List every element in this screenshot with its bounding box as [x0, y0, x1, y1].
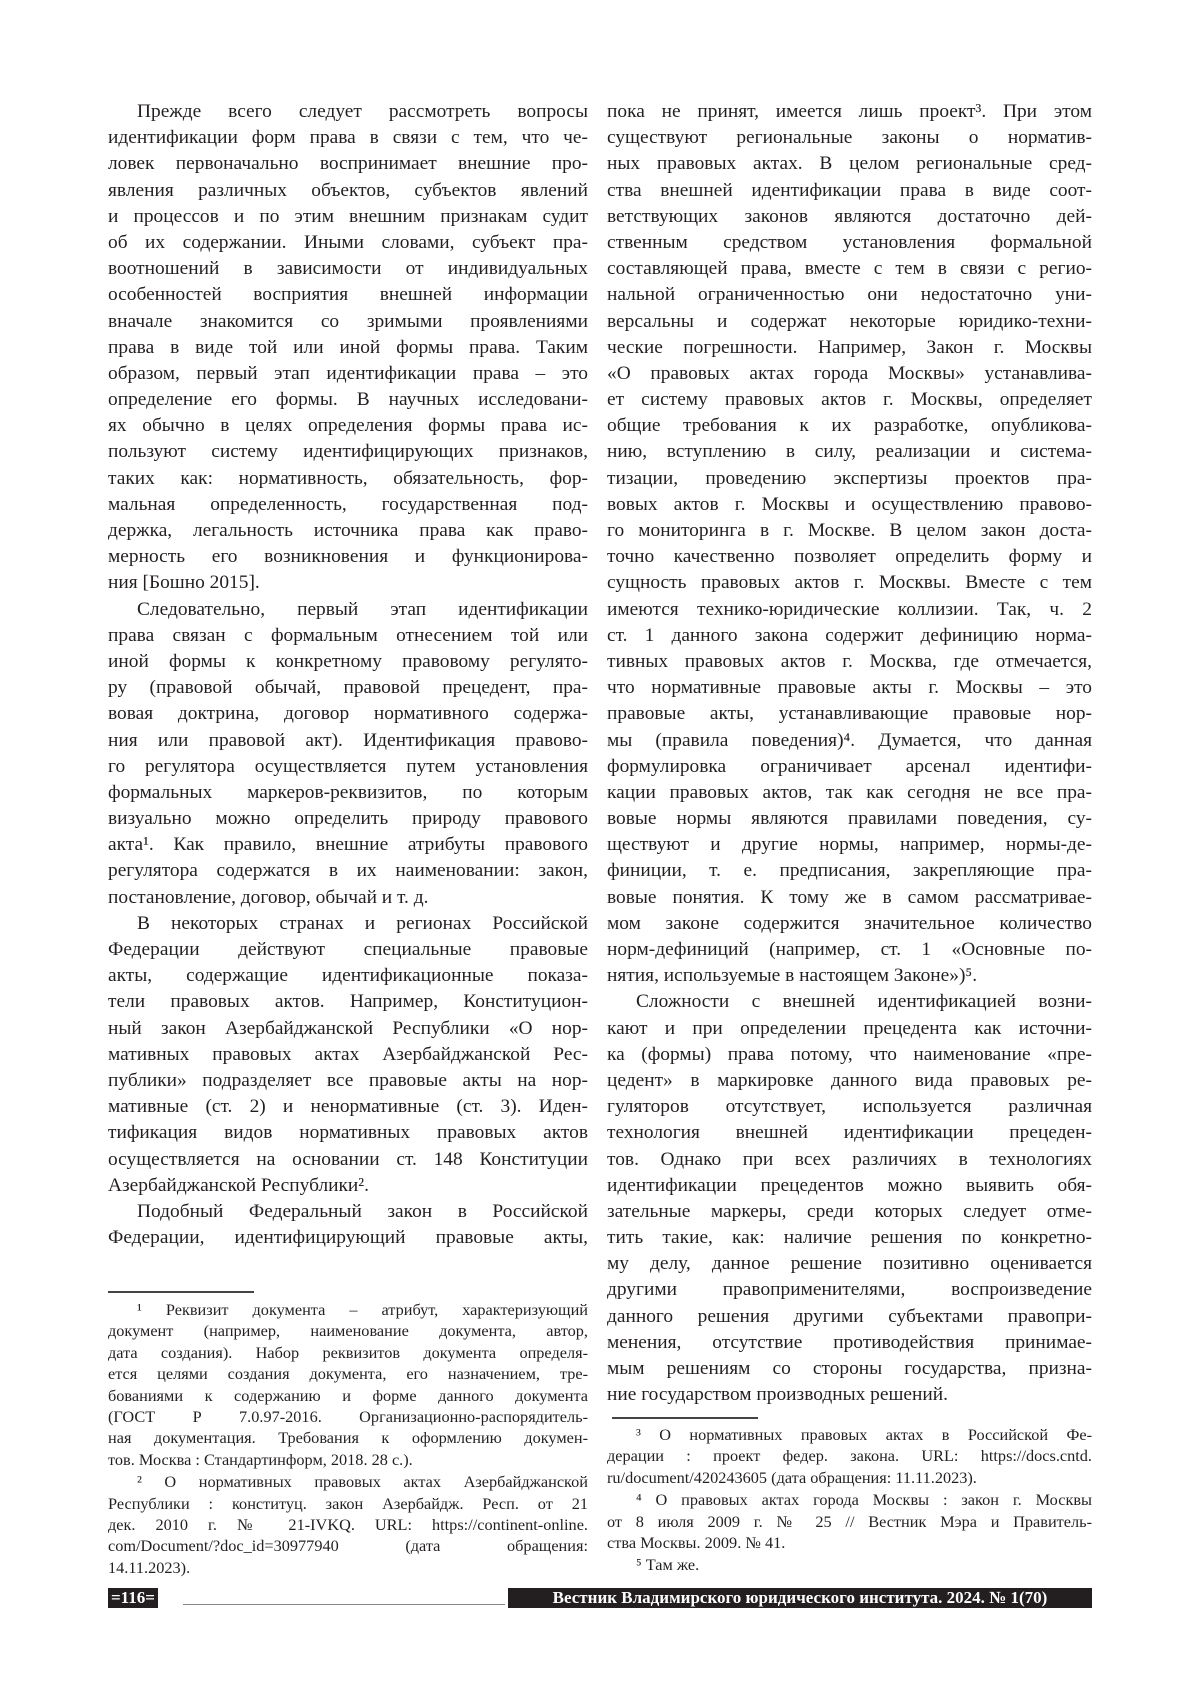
right-column-body: [607, 99, 1092, 1408]
text-line: тивных правовых актов г. Москва, где отмечается,: [607, 649, 1092, 675]
text-line: существуют региональные законы о норматив-: [607, 125, 1092, 151]
footnotes-left: [108, 1299, 588, 1579]
text-line: мативных правовых актах Азербайджанской Рес-: [108, 1042, 588, 1068]
text-line: визуально можно определить природу правового: [108, 806, 588, 832]
text-line: мальная определенность, государственная под-: [108, 492, 588, 518]
text-line: нятия, используемые в настоящем Законе»)⁵.: [607, 963, 1092, 989]
text-line: Следовательно, первый этап идентификации: [108, 597, 588, 623]
text-line: кают и при определении прецедента как источни-: [607, 1016, 1092, 1042]
text-line: другими правоприменителями, воспроизведение: [607, 1277, 1092, 1303]
text-line: норм-дефиниций (например, ст. 1 «Основные по-: [607, 937, 1092, 963]
text-line: зательные маркеры, среди которых следует отме-: [607, 1199, 1092, 1225]
text-line: ветствующих законов являются достаточно дей-: [607, 204, 1092, 230]
text-line: тификация видов нормативных правовых актов: [108, 1120, 588, 1146]
footnote-line: дек. 2010 г. № 21-IVKQ. URL: https://continent-online.: [108, 1514, 588, 1535]
text-line: цедент» в маркировке данного вида правовых ре-: [607, 1068, 1092, 1094]
footnote: [108, 1471, 588, 1578]
text-line: ственным средством установления формальной: [607, 230, 1092, 256]
text-line: В некоторых странах и регионах Российской: [108, 911, 588, 937]
footnote-line: ru/document/420243605 (дата обращения: 11.11.2023).: [607, 1467, 1092, 1488]
text-line: осуществляется на основании ст. 148 Конституции: [108, 1147, 588, 1173]
text-line: права в виде той или иной формы права. Таким: [108, 335, 588, 361]
footnote-line: ³ О нормативных правовых актах в Российской Фе-: [607, 1424, 1092, 1445]
text-line: ловек первоначально воспринимает внешние про-: [108, 151, 588, 177]
footnote-line: ⁵ Там же.: [607, 1554, 1092, 1575]
paragraph: [108, 99, 588, 597]
text-line: ка (формы) права потому, что наименование «пре-: [607, 1042, 1092, 1068]
text-line: менения, отсутствие противодействия принимае-: [607, 1330, 1092, 1356]
text-line: ния или правовой акт). Идентификация правово-: [108, 728, 588, 754]
footnote-line: тов. Москва : Стандартинформ, 2018. 28 с.).: [108, 1449, 588, 1470]
text-line: права связан с формальным отнесением той или: [108, 623, 588, 649]
text-line: явления различных объектов, субъектов явлений: [108, 178, 588, 204]
text-line: ру (правовой обычай, правовой прецедент, пра-: [108, 675, 588, 701]
text-line: особенностей восприятия внешней информации: [108, 282, 588, 308]
text-line: ный закон Азербайджанской Республики «О нор-: [108, 1016, 588, 1042]
text-line: версальны и содержат некоторые юридико-техни-: [607, 309, 1092, 335]
text-line: акта¹. Как правило, внешние атрибуты правового: [108, 832, 588, 858]
footnote-line: com/Document/?doc_id=30977940 (дата обращения:: [108, 1535, 588, 1556]
paragraph: [607, 99, 1092, 989]
footer-rule: [183, 1604, 505, 1605]
footnote-line: ² О нормативных правовых актах Азербайджанской: [108, 1471, 588, 1492]
text-line: пока не принят, имеется лишь проект³. При этом: [607, 99, 1092, 125]
text-line: финиции, т. е. предписания, закрепляющие пра-: [607, 858, 1092, 884]
text-line: го мониторинга в г. Москве. В целом закон доста-: [607, 518, 1092, 544]
footnote-line: ¹ Реквизит документа – атрибут, характеризующий: [108, 1299, 588, 1320]
text-line: формулировка ограничивает арсенал идентифи-: [607, 754, 1092, 780]
text-line: имеются технико-юридические коллизии. Так, ч. 2: [607, 597, 1092, 623]
footnote-line: дата создания). Набор реквизитов документа определя-: [108, 1342, 588, 1363]
text-line: точно качественно позволяет определить форму и: [607, 544, 1092, 570]
journal-title: Вестник Владимирского юридического института. 2024. № 1(70): [508, 1588, 1092, 1608]
footnote-line: от 8 июля 2009 г. № 25 // Вестник Мэра и Правитель-: [607, 1511, 1092, 1532]
text-line: вовые нормы являются правилами поведения, су-: [607, 806, 1092, 832]
text-line: публики» подразделяет все правовые акты на нор-: [108, 1068, 588, 1094]
text-line: ства внешней идентификации права в виде соот-: [607, 178, 1092, 204]
text-line: общие требования к их разработке, опубликова-: [607, 413, 1092, 439]
footnotes-right: [607, 1424, 1092, 1577]
left-column-body: [108, 99, 588, 1251]
footnote-line: бованиями к содержанию и форме данного документа: [108, 1385, 588, 1406]
text-line: формальных маркеров-реквизитов, по которым: [108, 780, 588, 806]
text-line: ных правовых актах. В целом региональные сред-: [607, 151, 1092, 177]
text-line: идентификации прецедентов можно выявить обя-: [607, 1173, 1092, 1199]
text-line: держка, легальность источника права как право-: [108, 518, 588, 544]
text-line: го регулятора осуществляется путем установления: [108, 754, 588, 780]
text-line: Федерации действуют специальные правовые: [108, 937, 588, 963]
text-line: пользуют систему идентифицирующих признаков,: [108, 439, 588, 465]
footnote-line: ная документация. Требования к оформлению докумен-: [108, 1427, 588, 1448]
text-line: нальной ограниченностью они недостаточно уни-: [607, 282, 1092, 308]
footnote: [607, 1554, 1092, 1575]
text-line: постановление, договор, обычай и т. д.: [108, 885, 588, 911]
footnote-line: документ (например, наименование документа, автор,: [108, 1320, 588, 1341]
text-line: вовых актов г. Москвы и осуществлению правово-: [607, 492, 1092, 518]
text-line: таких как: нормативность, обязательность, фор-: [108, 466, 588, 492]
text-line: тизации, проведению экспертизы проектов пра-: [607, 466, 1092, 492]
text-line: и процессов и по этим внешним признакам судит: [108, 204, 588, 230]
text-line: мым решениям со стороны государства, призна-: [607, 1356, 1092, 1382]
text-line: что нормативные правовые акты г. Москвы – это: [607, 675, 1092, 701]
footnote-line: ства Москвы. 2009. № 41.: [607, 1532, 1092, 1553]
page-number: =116=: [108, 1588, 158, 1608]
text-line: иной формы к конкретному правовому регулято-: [108, 649, 588, 675]
footnote-line: ется целями создания документа, его назначением, тре-: [108, 1363, 588, 1384]
paragraph: [108, 911, 588, 1199]
footnote: [607, 1424, 1092, 1488]
footnote: [108, 1299, 588, 1470]
text-line: тели правовых актов. Например, Конституцион-: [108, 989, 588, 1015]
text-line: ния [Бошно 2015].: [108, 570, 588, 596]
text-line: вовая доктрина, договор нормативного содержа-: [108, 701, 588, 727]
text-line: Сложности с внешней идентификацией возни-: [607, 989, 1092, 1015]
footnote-separator-right: [612, 1417, 758, 1419]
text-line: Федерации, идентифицирующий правовые акты,: [108, 1225, 588, 1251]
text-line: тить такие, как: наличие решения по конкретно-: [607, 1225, 1092, 1251]
paragraph: [607, 989, 1092, 1408]
text-line: мерность его возникновения и функционирова-: [108, 544, 588, 570]
paragraph: [108, 597, 588, 911]
text-line: кации правовых актов, так как сегодня не все пра-: [607, 780, 1092, 806]
text-line: составляющей права, вместе с тем в связи с регио-: [607, 256, 1092, 282]
text-line: технология внешней идентификации прецеден-: [607, 1120, 1092, 1146]
text-line: данного решения другими субъектами правопри-: [607, 1304, 1092, 1330]
text-line: нию, вступлению в силу, реализации и система-: [607, 439, 1092, 465]
footnote-line: дерации : проект федер. закона. URL: https://docs.cntd.: [607, 1445, 1092, 1466]
text-line: ческие погрешности. Например, Закон г. Москвы: [607, 335, 1092, 361]
text-line: ст. 1 данного закона содержит дефиницию норма-: [607, 623, 1092, 649]
text-line: Азербайджанской Республики².: [108, 1173, 588, 1199]
text-line: «О правовых актах города Москвы» устанавлива-: [607, 361, 1092, 387]
footnote: [607, 1489, 1092, 1553]
text-line: образом, первый этап идентификации права – это: [108, 361, 588, 387]
text-line: определение его формы. В научных исследовани-: [108, 387, 588, 413]
footnote-line: Республики : конституц. закон Азербайдж. Респ. от 21: [108, 1493, 588, 1514]
text-line: му делу, данное решение позитивно оценивается: [607, 1251, 1092, 1277]
text-line: сущность правовых актов г. Москвы. Вместе с тем: [607, 570, 1092, 596]
text-line: Прежде всего следует рассмотреть вопросы: [108, 99, 588, 125]
text-line: акты, содержащие идентификационные показа-: [108, 963, 588, 989]
text-line: гуляторов отсутствует, используется различная: [607, 1094, 1092, 1120]
text-line: ние государством производных решений.: [607, 1382, 1092, 1408]
footnote-line: (ГОСТ Р 7.0.97-2016. Организационно-распорядитель-: [108, 1406, 588, 1427]
text-line: ществуют и другие нормы, например, нормы-де-: [607, 832, 1092, 858]
text-line: идентификации форм права в связи с тем, что че-: [108, 125, 588, 151]
text-line: тов. Однако при всех различиях в технологиях: [607, 1147, 1092, 1173]
text-line: воотношений в зависимости от индивидуальных: [108, 256, 588, 282]
text-line: регулятора содержатся в их наименовании: закон,: [108, 858, 588, 884]
paragraph: [108, 1199, 588, 1251]
text-line: вначале знакомится со зримыми проявлениями: [108, 309, 588, 335]
footnote-line: ⁴ О правовых актах города Москвы : закон г. Москвы: [607, 1489, 1092, 1510]
text-line: ет систему правовых актов г. Москвы, определяет: [607, 387, 1092, 413]
text-line: Подобный Федеральный закон в Российской: [108, 1199, 588, 1225]
text-line: вовые понятия. К тому же в самом рассматривае-: [607, 885, 1092, 911]
text-line: мативные (ст. 2) и ненормативные (ст. 3). Иден-: [108, 1094, 588, 1120]
text-line: мы (правила поведения)⁴. Думается, что данная: [607, 728, 1092, 754]
footnote-separator-left: [108, 1291, 254, 1293]
text-line: об их содержании. Иными словами, субъект пра-: [108, 230, 588, 256]
text-line: мом законе содержится значительное количество: [607, 911, 1092, 937]
footnote-line: 14.11.2023).: [108, 1557, 588, 1578]
text-line: ях обычно в целях определения формы права ис-: [108, 413, 588, 439]
text-line: правовые акты, устанавливающие правовые нор-: [607, 701, 1092, 727]
